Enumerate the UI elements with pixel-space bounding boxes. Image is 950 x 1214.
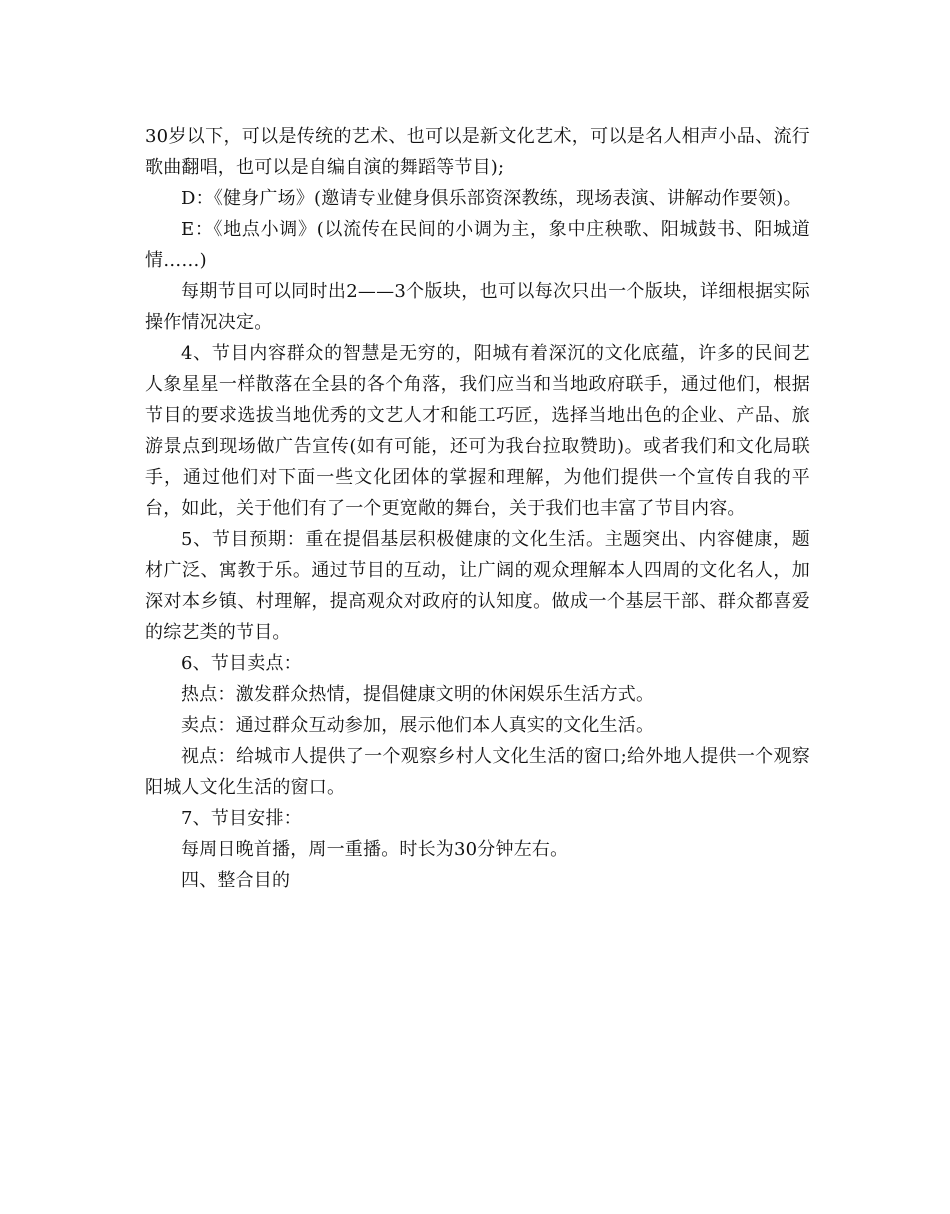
heading-section-7-schedule: 7、节目安排： xyxy=(181,808,302,829)
heading-section-6-selling-points: 6、节目卖点： xyxy=(181,653,302,674)
paragraph-schedule: 每周日晚首播，周一重播。时长为30分钟左右。 xyxy=(181,839,569,860)
paragraph-section-5-expectation: 5、节目预期：重在提倡基层积极健康的文化生活。主题突出、内容健康，题材广泛、寓教于乐。通过节目的互动，让广阔的观众理解本人四周的文化名人，加深对本乡镇、村理解，提高观众对政府的认知度。做成一个基层干部、群众都喜爱的综艺类的节目。 xyxy=(145,529,810,643)
heading-section-four-integration-purpose: 四、整合目的 xyxy=(181,870,291,891)
paragraph-view-point: 视点：给城市人提供了一个观察乡村人文化生活的窗口;给外地人提供一个观察阳城人文化生活的窗口。 xyxy=(145,746,810,798)
paragraph-program-content-end: 30岁以下，可以是传统的艺术、也可以是新文化艺术，可以是名人相声小品、流行歌曲翻唱，也可以是自编自演的舞蹈等节目); xyxy=(145,126,810,178)
paragraph-segments-per-episode: 每期节目可以同时出2——3个版块，也可以每次只出一个版块，详细根据实际操作情况决定。 xyxy=(145,281,810,333)
document-body xyxy=(145,121,810,896)
paragraph-hot-point: 热点：激发群众热情，提倡健康文明的休闲娱乐生活方式。 xyxy=(181,684,655,705)
paragraph-section-4-content: 4、节目内容群众的智慧是无穷的，阳城有着深沉的文化底蕴，许多的民间艺人象星星一样散落在全县的各个角落，我们应当和当地政府联手，通过他们，根据节目的要求选拔当地优秀的文艺人才和能工巧匠，选择当地出色的企业、产品、旅游景点到现场做广告宣传(如有可能，还可为我台拉取赞助)。或者我们和文化局联手，通过他们对下面一些文化团体的掌握和理解，为他们提供一个宣传自我的平台，如此，关于他们有了一个更宽敞的舞台，关于我们也丰富了节目内容。 xyxy=(145,343,810,519)
paragraph-selling-point: 卖点：通过群众互动参加，展示他们本人真实的文化生活。 xyxy=(181,715,655,736)
paragraph-fitness-square: D：《健身广场》(邀请专业健身俱乐部资深教练，现场表演、讲解动作要领)。 xyxy=(181,188,802,209)
paragraph-local-ditties: E：《地点小调》(以流传在民间的小调为主，象中庄秧歌、阳城鼓书、阳城道情……) xyxy=(145,219,810,271)
